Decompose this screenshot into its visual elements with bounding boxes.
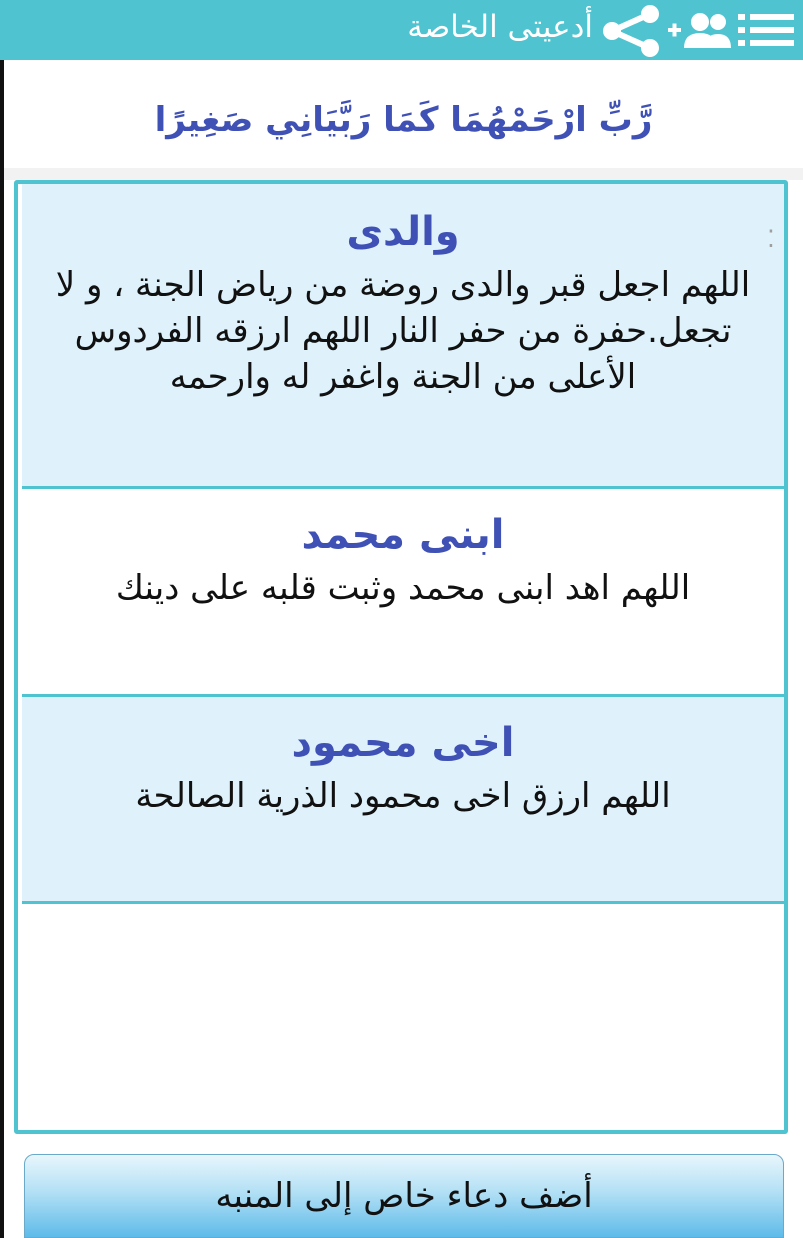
left-edge-border xyxy=(0,60,4,1238)
prayer-title: اخى محمود xyxy=(291,720,515,766)
add-prayer-button-label: أضف دعاء خاص إلى المنبه xyxy=(215,1176,593,1216)
share-icon[interactable] xyxy=(598,4,662,58)
quran-verse: رَّبِّ ارْحَمْهُمَا كَمَا رَبَّيَانِي صَغِيرًا xyxy=(154,100,653,140)
prayer-item[interactable] xyxy=(22,697,784,904)
prayer-item[interactable] xyxy=(22,489,784,697)
prayer-item[interactable] xyxy=(22,184,784,489)
prayer-title: والدى xyxy=(346,209,460,255)
add-contacts-icon[interactable] xyxy=(668,8,738,52)
more-options-icon[interactable]: ⁚ xyxy=(767,225,775,253)
prayer-title: ابنى محمد xyxy=(301,512,505,558)
prayer-text: اللهم اجعل قبر والدى روضة من رياض الجنة ، و لا تجعل.حفرة من حفر النار اللهم ارزقه الفردوس الأعلى من الجنة واغفر له وارحمه xyxy=(55,265,751,397)
prayer-text: اللهم ارزق اخى محمود الذرية الصالحة xyxy=(135,776,671,816)
hamburger-menu-icon[interactable] xyxy=(738,10,796,50)
verse-divider xyxy=(4,168,803,180)
top-bar xyxy=(0,0,803,60)
add-prayer-to-alarm-button[interactable] xyxy=(24,1154,784,1238)
prayers-list[interactable] xyxy=(14,180,788,1134)
prayer-text: اللهم اهد ابنى محمد وثبت قلبه على دينك xyxy=(115,568,691,608)
app-title: أدعيتى الخاصة xyxy=(407,9,593,45)
